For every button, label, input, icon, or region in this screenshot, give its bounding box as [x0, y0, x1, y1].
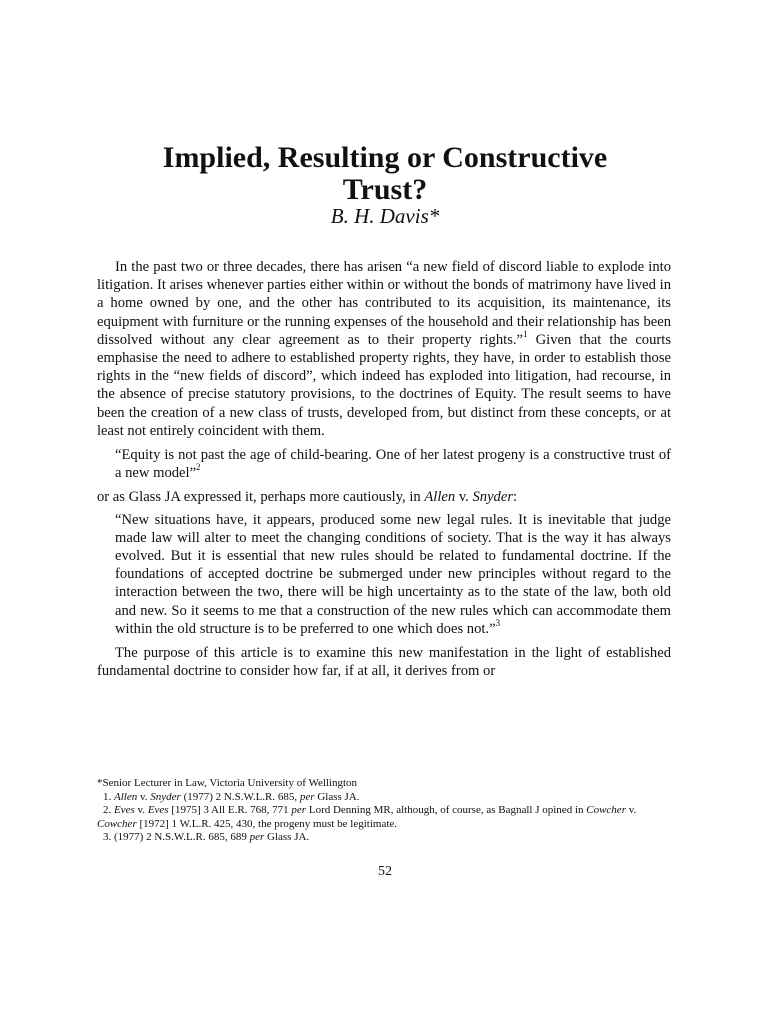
footnote-2-case-d: Cowcher — [97, 817, 137, 830]
footnote-ref-3: 3 — [495, 618, 501, 628]
footnote-1 — [97, 791, 671, 805]
bridge-sentence — [97, 488, 671, 506]
author-byline: B. H. Davis* — [330, 204, 440, 228]
block-quote-denning-text: “Equity is not past the age of child-bearing. One of her latest progeny is a constructive trust of a new model” — [115, 447, 671, 482]
footnote-2-versus: v. — [134, 804, 148, 817]
footnote-author: *Senior Lecturer in Law, Victoria University of Wellington — [97, 777, 358, 789]
paragraph-intro — [97, 258, 671, 440]
footnote-2-number: 2. — [103, 804, 114, 817]
case-name-snyder: Snyder — [472, 489, 513, 506]
block-quote-glass — [115, 511, 671, 638]
versus-text: v. — [455, 489, 473, 506]
footnote-2-per: per — [291, 804, 307, 817]
footnote-3-citation: (1977) 2 N.S.W.L.R. 685, 689 — [114, 831, 250, 844]
paragraph-intro-text-a: In the past two or three decades, there has arisen “a new field of discord liable to explode into litigation. It arises whenever parties either within or without the bonds of matrimony have lived in a home owned by one, and the other has contributed to its acquisition, its maintenance, its equipment with furniture or the running expenses of the household and their relationship has been dissolved without any clear agreement as to their property rights.” — [97, 259, 671, 348]
article-title — [0, 142, 770, 206]
footnote-2-citation: [1975] 3 All E.R. 768, 771 — [168, 804, 292, 817]
bridge-text: or as Glass JA expressed it, perhaps more cautiously, in — [97, 489, 425, 506]
block-quote-denning — [115, 446, 671, 482]
paragraph-intro-text-b: Given that the courts emphasise the need to adhere to established property rights, they have, in order to establish those rights in the “new fields of discord”, which indeed has exploded into litigation, had recourse, in the absence of precise statutory provisions, to the doctrines of Equity. The result seems to have been the creation of a new class of trusts, developed from, but distinct from these concepts, or at least not entirely coincident with them. — [97, 331, 671, 439]
footnote-2-versus-2: v. — [625, 804, 637, 817]
footnote-3-number: 3. — [103, 831, 114, 844]
footnote-2-middle: Lord Denning MR, although, of course, as Bagnall J opined in — [306, 804, 587, 817]
title-line-2: Trust? — [342, 173, 428, 206]
footnote-1-versus: v. — [137, 790, 151, 803]
footnote-2-case-a: Eves — [114, 804, 135, 817]
footnote-1-case-a: Allen — [114, 790, 138, 803]
footnote-2-case-c: Cowcher — [586, 804, 626, 817]
footnote-1-case-b: Snyder — [150, 790, 181, 803]
article-body — [97, 258, 671, 686]
footnote-1-citation: (1977) 2 N.S.W.L.R. 685, — [180, 790, 300, 803]
footnote-ref-1: 1 — [523, 328, 528, 339]
footnote-2-case-b: Eves — [147, 804, 169, 817]
footnote-3 — [97, 831, 671, 845]
title-line-1: Implied, Resulting or Constructive — [162, 141, 608, 174]
footnote-2-end: [1972] 1 W.L.R. 425, 430, the progeny must be legitimate. — [136, 817, 398, 830]
footnote-ref-2: 2 — [196, 462, 201, 473]
footnote-3-per: per — [249, 831, 265, 844]
footnote-2 — [97, 804, 671, 831]
case-name-allen: Allen — [424, 489, 456, 506]
footnote-3-judge: Glass JA. — [264, 831, 310, 844]
footnote-1-number: 1. — [103, 790, 114, 803]
block-quote-glass-text: “New situations have, it appears, produced some new legal rules. It is inevitable that judge made law will alter to meet the changing conditions of society. That is the way it has always evolved. But it is essential that new rules should be related to fundamental doctrine. If the foundations of accepted doctrine be submerged under new principles without regard to the interaction between the two, there will be high uncertainty as to the state of the law, both old and new. So it seems to me that a construction of the new rules which can accommodate them within the old structure is to be preferred to one which does not.” — [115, 511, 671, 637]
footnote-1-per: per — [299, 790, 315, 803]
page-number: 52 — [378, 864, 392, 879]
bridge-colon: : — [513, 489, 518, 506]
footnote-1-judge: Glass JA. — [314, 790, 360, 803]
paragraph-purpose: The purpose of this article is to examine this new manifestation in the light of established fundamental doctrine to consider how far, if at all, it derives from or — [97, 645, 671, 680]
footnotes — [97, 777, 671, 845]
